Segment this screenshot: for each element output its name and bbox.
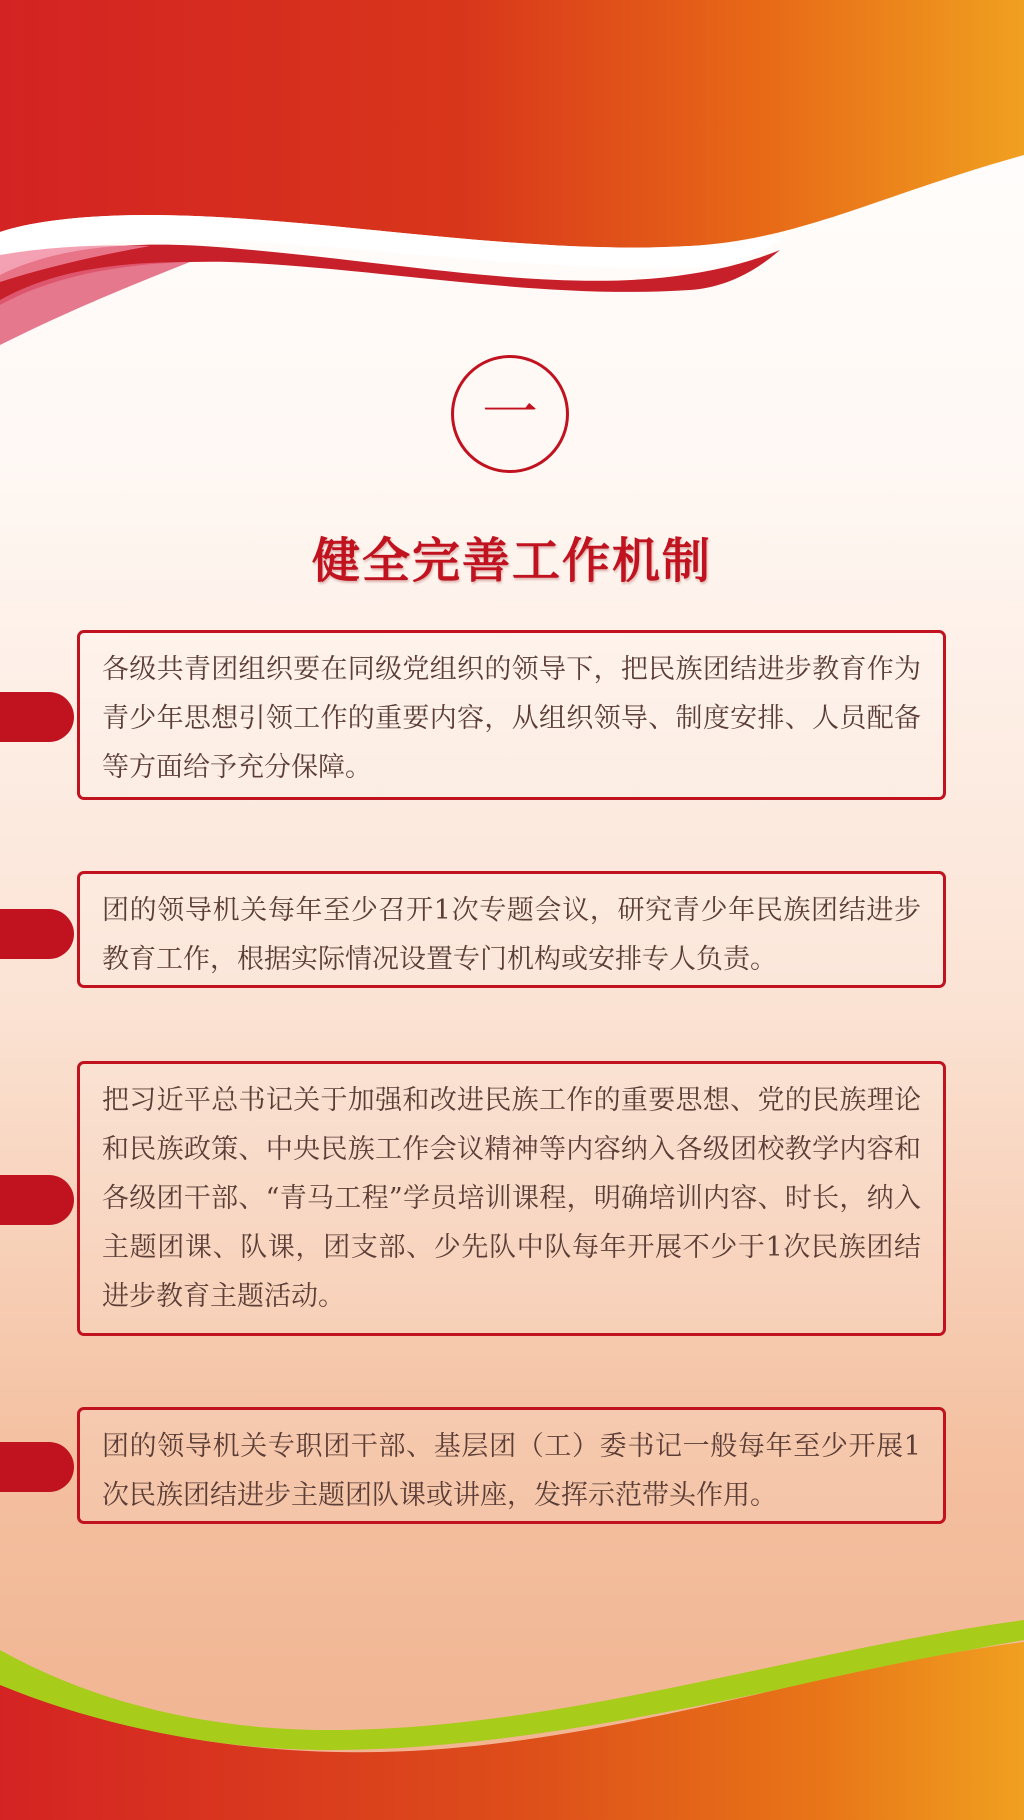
item-marker [0, 909, 74, 959]
section-number-badge [451, 355, 569, 473]
list-item: 团的领导机关专职团干部、基层团（工）委书记一般每年至少开展1次民族团结进步主题团队课或讲座，发挥示范带头作用。 [77, 1407, 946, 1524]
item-marker [0, 1442, 74, 1492]
bottom-wave-decoration [0, 1580, 1024, 1820]
item-marker [0, 1175, 74, 1225]
list-item: 各级共青团组织要在同级党组织的领导下，把民族团结进步教育作为青少年思想引领工作的重要内容，从组织领导、制度安排、人员配备等方面给予充分保障。 [77, 630, 946, 800]
list-item: 把习近平总书记关于加强和改进民族工作的重要思想、党的民族理论和民族政策、中央民族工作会议精神等内容纳入各级团校教学内容和各级团干部、“青马工程”学员培训课程，明确培训内容、时长，纳入主题团课、队课，团支部、少先队中队每年开展不少于1次民族团结进步教育主题活动。 [77, 1061, 946, 1336]
list-item: 团的领导机关每年至少召开1次专题会议，研究青少年民族团结进步教育工作，根据实际情况设置专门机构或安排专人负责。 [77, 871, 946, 988]
top-wave-decoration [0, 0, 1024, 380]
item-marker [0, 692, 74, 742]
page-title: 健全完善工作机制 [311, 533, 712, 589]
section-number: 一 [482, 381, 538, 446]
